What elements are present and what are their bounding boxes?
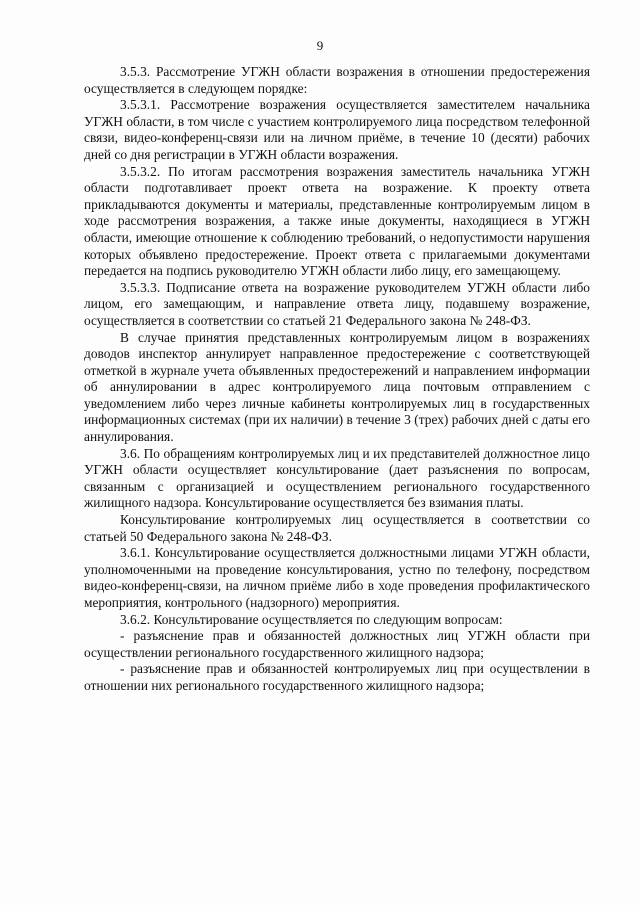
page-number: 9	[316, 38, 324, 53]
paragraph-3-6-2: 3.6.2. Консультирование осуществляется по следующим вопросам:	[120, 611, 503, 627]
paragraph-3-6-1: 3.6.1. Консультирование осуществляется должностными лицами УГЖН области, уполномоченными на проведение консультирования, устно по телефону, посредством видео-конференц-связи, на личном приёме либо в ходе проведения профилактического мероприятия, контрольного (надзорного) мероприятия.	[84, 545, 590, 610]
paragraph-3-5-3-3: 3.5.3.3. Подписание ответа на возражение руководителем УГЖН области либо лицом, его замещающим, и направление ответа лицу, подавшему возражение, осуществляется в соответствии со статьей 21 Федерального закона № 248-ФЗ.	[84, 279, 590, 328]
paragraph-consulting-law: Консультирование контролируемых лиц осуществляется в соответствии со статьей 50 Федерального закона № 248-ФЗ.	[84, 512, 590, 544]
paragraph-3-5-3-1: 3.5.3.1. Рассмотрение возражения осуществляется заместителем начальника УГЖН области, в том числе с участием контролируемого лица посредством телефонной связи, видео-конференц-связи или на личном приёме, в течение 10 (десяти) рабочих дней со дня регистрации в УГЖН области возражения.	[84, 97, 590, 162]
paragraph-3-5-3: 3.5.3. Рассмотрение УГЖН области возражения в отношении предостережения осуществляется в следующем порядке:	[84, 64, 590, 96]
document-body	[84, 64, 590, 695]
list-item-controlled-persons-rights: - разъяснение прав и обязанностей контролируемых лиц при осуществлении в отношении них регионального государственного жилищного надзора;	[84, 661, 590, 693]
list-item-officials-rights: - разъяснение прав и обязанностей должностных лиц УГЖН области при осуществлении регионального государственного жилищного надзора;	[84, 628, 590, 660]
paragraph-3-6: 3.6. По обращениям контролируемых лиц и их представителей должностное лицо УГЖН области осуществляет консультирование (дает разъяснения по вопросам, связанным с организацией и осуществлением регионального государственного жилищного надзора. Консультирование осуществляется без взимания платы.	[84, 445, 590, 511]
paragraph-annulment: В случае принятия представленных контролируемым лицом в возражениях доводов инспектор аннулирует направленное предостережение с соответствующей отметкой в журнале учета объявленных предостережений и направлением информации об аннулировании в адрес контролируемого лица почтовым отправлением с уведомлением либо через личные кабинеты контролируемых лиц в государственных информационных системах (при их наличии) в течение 3 (трех) рабочих дней с даты его аннулирования.	[84, 329, 590, 445]
paragraph-3-5-3-2: 3.5.3.2. По итогам рассмотрения возражения заместитель начальника УГЖН области подготавливает проект ответа на возражение. К проекту ответа прикладываются документы и материалы, представленные контролируемым лицом в ходе рассмотрения возражения, а также иные документы, находящиеся в УГЖН области, имеющие отношение к соблюдению требований, о недопустимости нарушения которых объявлено предостережение. Проект ответа с прилагаемыми документами передается на подпись руководителю УГЖН области либо лицу, его замещающему.	[84, 163, 590, 279]
